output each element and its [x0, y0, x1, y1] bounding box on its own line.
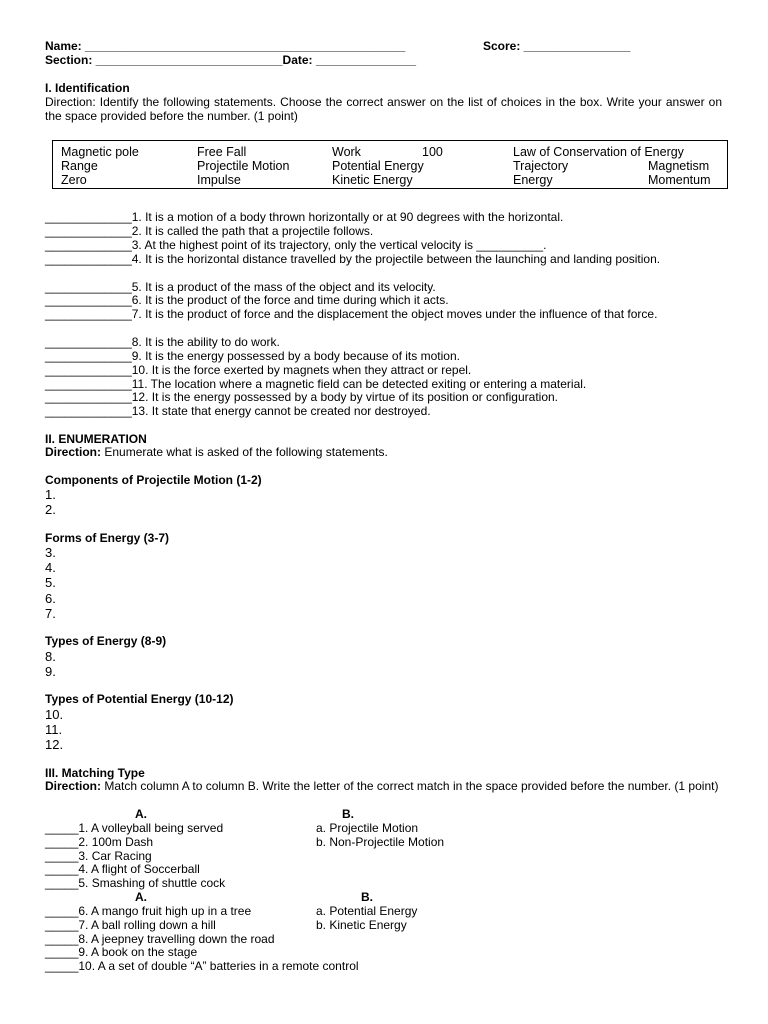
enum-number: 12.: [45, 737, 64, 752]
score-line: Score: ________________: [483, 39, 631, 53]
identification-item: _____________12. It is the energy possessed by a body by virtue of its position or configuration.: [45, 390, 558, 404]
choice: Trajectory: [513, 159, 569, 173]
column-b-header: B.: [342, 807, 354, 821]
column-a-header: A.: [135, 807, 147, 821]
matching-item: _____10. A a set of double “A” batteries in a remote control: [45, 959, 359, 973]
choice: Free Fall: [197, 145, 247, 159]
direction-label: Direction:: [45, 445, 102, 459]
enum-number: 6.: [45, 591, 56, 606]
choice: Magnetism: [648, 159, 710, 173]
part3-title: III. Matching Type: [45, 766, 145, 780]
choice: Work: [332, 145, 361, 159]
identification-item: _____________2. It is called the path that a projectile follows.: [45, 224, 374, 238]
identification-item: _____________4. It is the horizontal distance travelled by the projectile between the launching and landing position.: [45, 252, 661, 266]
identification-item: _____________3. At the highest point of its trajectory, only the vertical velocity is __________.: [45, 238, 547, 252]
part2-direction: [45, 445, 388, 459]
choice: Momentum: [648, 173, 711, 187]
direction-text: Enumerate what is asked of the following statements.: [101, 445, 388, 459]
identification-item: _____________7. It is the product of force and the displacement the object moves under the influence of that force.: [45, 307, 658, 321]
choice: Energy: [513, 173, 553, 187]
matching-item: _____6. A mango fruit high up in a tree: [45, 904, 252, 918]
enum-number: 4.: [45, 560, 56, 575]
column-a-header: A.: [135, 890, 147, 904]
part1-direction: Direction: Identify the following statements. Choose the correct answer on the list of choices in the box. Write your answer on the space provided before the number. (1 point): [45, 95, 722, 123]
identification-item: _____________8. It is the ability to do work.: [45, 335, 280, 349]
identification-item: _____________5. It is a product of the mass of the object and its velocity.: [45, 280, 436, 294]
section-date-line: Section: ____________________________Date: _______________: [45, 53, 416, 67]
enum-number: 5.: [45, 575, 56, 590]
enum-number: 9.: [45, 664, 56, 679]
enum-number: 8.: [45, 649, 56, 664]
enum-number: 1.: [45, 487, 56, 502]
choice: Projectile Motion: [197, 159, 290, 173]
matching-choice: a. Projectile Motion: [316, 821, 419, 835]
direction-text: Match column A to column B. Write the letter of the correct match in the space provided before the number. (1 point): [101, 779, 719, 793]
matching-item: _____5. Smashing of shuttle cock: [45, 876, 226, 890]
enum-heading: Types of Energy (8-9): [45, 634, 167, 648]
part1-title: I. Identification: [45, 81, 130, 95]
matching-item: _____3. Car Racing: [45, 849, 152, 863]
name-line: Name: ________________________________________________: [45, 39, 406, 53]
matching-item: _____1. A volleyball being served: [45, 821, 224, 835]
enum-number: 10.: [45, 707, 64, 722]
matching-item: _____2. 100m Dash: [45, 835, 154, 849]
enum-number: 3.: [45, 545, 56, 560]
enum-number: 2.: [45, 502, 56, 517]
identification-item: _____________1. It is a motion of a body thrown horizontally or at 90 degrees with the horizontal.: [45, 210, 564, 224]
choice: Range: [61, 159, 98, 173]
identification-item: _____________11. The location where a magnetic field can be detected exiting or entering a material.: [45, 377, 587, 391]
enum-heading: Forms of Energy (3-7): [45, 531, 170, 545]
part2-title: II. ENUMERATION: [45, 432, 147, 446]
matching-item: _____7. A ball rolling down a hill: [45, 918, 216, 932]
direction-label: Direction:: [45, 779, 102, 793]
identification-item: _____________6. It is the product of the force and time during which it acts.: [45, 293, 449, 307]
matching-choice: a. Potential Energy: [316, 904, 418, 918]
enum-heading: Types of Potential Energy (10-12): [45, 692, 234, 706]
enum-number: 7.: [45, 606, 56, 621]
identification-item: _____________10. It is the force exerted by magnets when they attract or repel.: [45, 363, 472, 377]
matching-item: _____8. A jeepney travelling down the road: [45, 932, 275, 946]
column-b-header: B.: [361, 890, 373, 904]
choice: Magnetic pole: [61, 145, 139, 159]
part3-direction: [45, 779, 722, 793]
choice: Kinetic Energy: [332, 173, 413, 187]
choices-box: [52, 140, 728, 189]
choice: Potential Energy: [332, 159, 424, 173]
identification-item: _____________9. It is the energy possessed by a body because of its motion.: [45, 349, 460, 363]
choice: Law of Conservation of Energy: [513, 145, 684, 159]
matching-choice: b. Kinetic Energy: [316, 918, 407, 932]
choice: Impulse: [197, 173, 241, 187]
matching-item: _____9. A book on the stage: [45, 945, 198, 959]
identification-item: _____________13. It state that energy cannot be created nor destroyed.: [45, 404, 431, 418]
matching-choice: b. Non-Projectile Motion: [316, 835, 445, 849]
choice: 100: [422, 145, 443, 159]
enum-heading: Components of Projectile Motion (1-2): [45, 473, 262, 487]
choice: Zero: [61, 173, 87, 187]
matching-item: _____4. A flight of Soccerball: [45, 862, 200, 876]
enum-number: 11.: [45, 722, 63, 737]
